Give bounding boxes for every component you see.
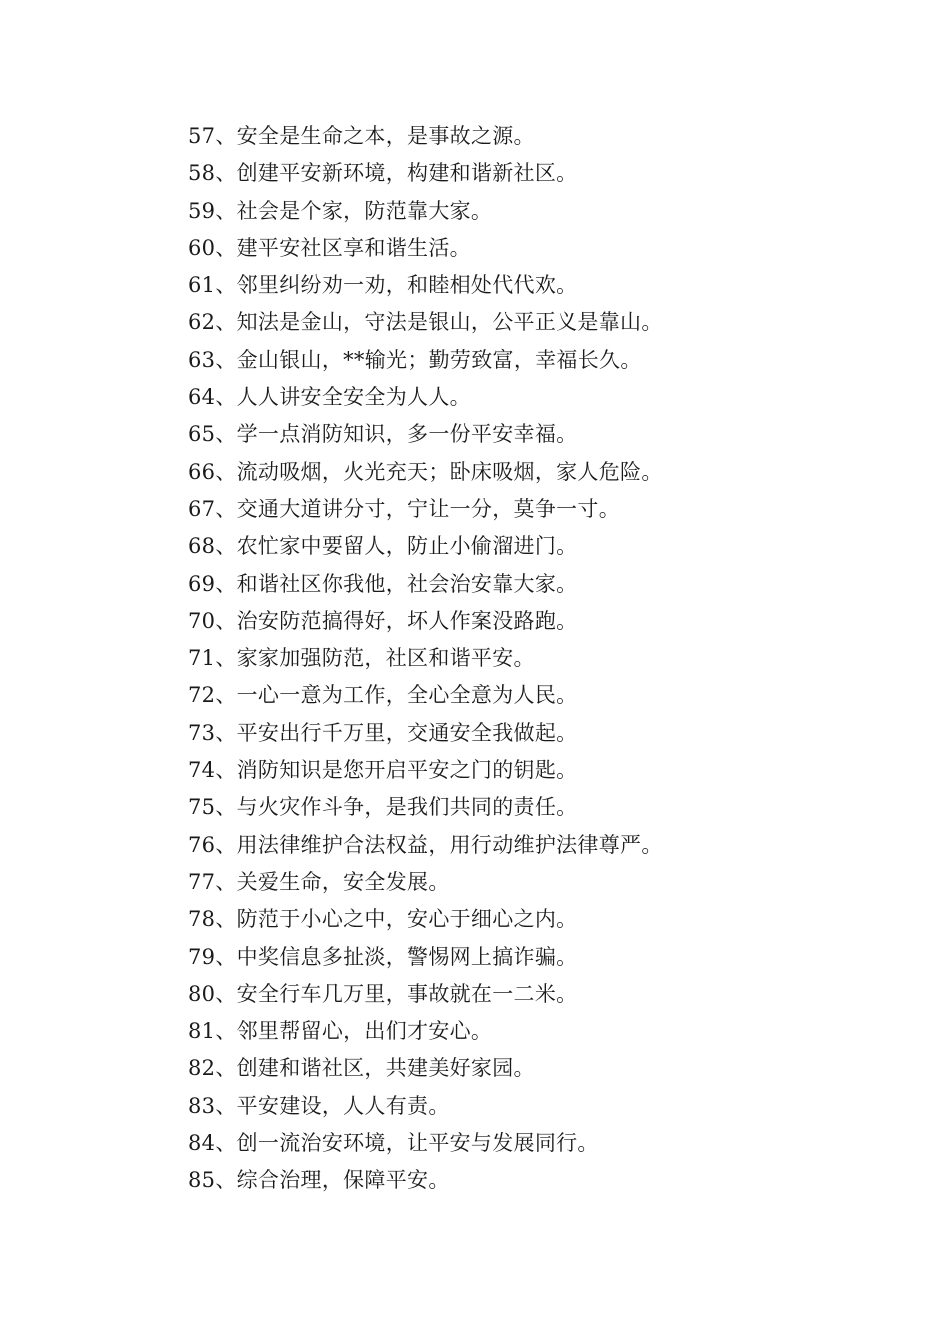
slogan-line: 73、平安出行千万里，交通安全我做起。 xyxy=(188,720,578,745)
slogan-line: 57、安全是生命之本，是事故之源。 xyxy=(188,124,535,148)
slogan-line: 76、用法律维护合法权益，用行动维护法律尊严。 xyxy=(188,832,663,857)
slogan-line: 70、治安防范搞得好，坏人作案没路跑。 xyxy=(188,608,578,633)
slogan-line: 81、邻里帮留心，出们才安心。 xyxy=(188,1019,493,1044)
slogan-line: 62、知法是金山，守法是银山，公平正义是靠山。 xyxy=(188,310,663,335)
slogan-line: 74、消防知识是您开启平安之门的钥匙。 xyxy=(188,758,578,783)
slogan-line: 68、农忙家中要留人，防止小偷溜进门。 xyxy=(188,534,578,559)
slogan-line: 67、交通大道讲分寸，宁让一分，莫争一寸。 xyxy=(188,496,621,521)
slogan-line: 75、与火灾作斗争，是我们共同的责任。 xyxy=(188,795,578,820)
slogan-line: 65、学一点消防知识，多一份平安幸福。 xyxy=(188,422,578,447)
slogan-line: 69、和谐社区你我他，社会治安靠大家。 xyxy=(188,571,578,596)
slogan-line: 71、家家加强防范，社区和谐平安。 xyxy=(188,646,535,671)
slogan-line: 72、一心一意为工作，全心全意为人民。 xyxy=(188,683,578,708)
slogan-line: 61、邻里纠纷劝一劝，和睦相处代代欢。 xyxy=(188,273,578,298)
slogan-line: 64、人人讲安全安全为人人。 xyxy=(188,385,471,410)
slogan-line: 85、综合治理，保障平安。 xyxy=(188,1168,450,1193)
slogan-line: 82、创建和谐社区，共建美好家园。 xyxy=(188,1056,535,1081)
slogan-line: 60、建平安社区享和谐生活。 xyxy=(188,235,471,260)
slogan-line: 59、社会是个家，防范靠大家。 xyxy=(188,198,493,223)
slogan-line: 66、流动吸烟，火光充天；卧床吸烟，家人危险。 xyxy=(188,459,663,484)
slogan-line: 83、平安建设，人人有责。 xyxy=(188,1093,450,1118)
slogan-list xyxy=(188,118,663,1200)
slogan-line: 77、关爱生命，安全发展。 xyxy=(188,869,450,894)
slogan-line: 58、创建平安新环境，构建和谐新社区。 xyxy=(188,161,578,186)
slogan-line: 80、安全行车几万里，事故就在一二米。 xyxy=(188,981,578,1006)
slogan-line: 79、中奖信息多扯淡，警惕网上搞诈骗。 xyxy=(188,944,578,969)
slogan-line: 84、创一流治安环境，让平安与发展同行。 xyxy=(188,1131,599,1156)
slogan-line: 78、防范于小心之中，安心于细心之内。 xyxy=(188,907,578,932)
slogan-line: 63、金山银山，**输光；勤劳致富，幸福长久。 xyxy=(188,347,642,372)
